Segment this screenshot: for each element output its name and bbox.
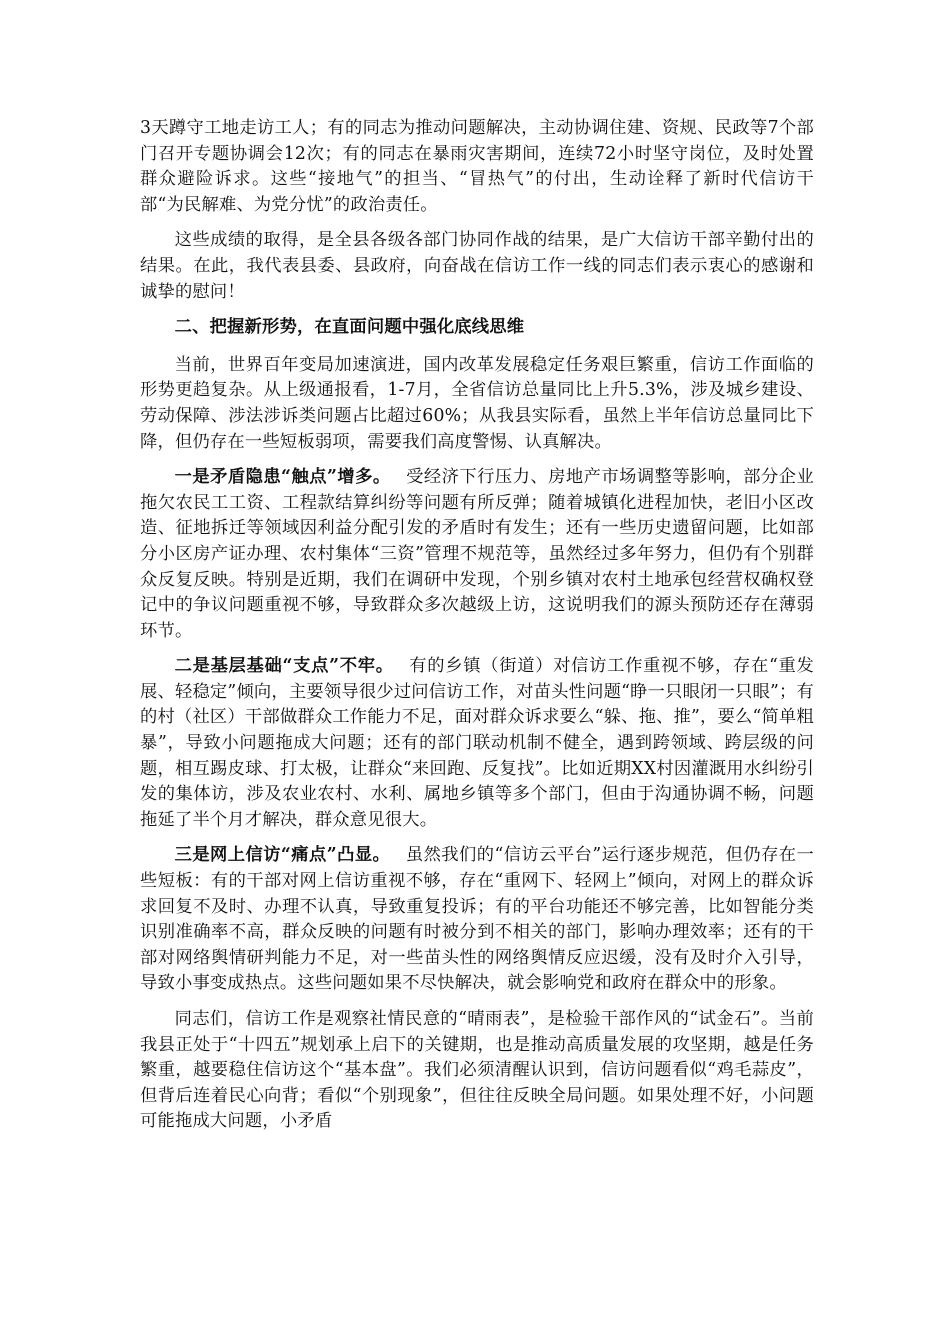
paragraph-text: 有的乡镇（街道）对信访工作重视不够，存在“重发展、轻稳定”倾向，主要领导很少过问信访工作，对苗头性问题“睁一只眼闭一只眼”；有的村（社区）干部做群众工作能力不足，面对群众诉求要么“躲、拖、推”，要么“简单粗暴”，导致小问题拖成大问题；还有的部门联动机制不健全，遇到跨领域、跨层级的问题，相互踢皮球、打太极，让群众“来回跑、反复找”。比如近期XX村因灌溉用水纠纷引发的集体访，涉及农业农村、水利、属地乡镇等多个部门，但由于沟通协调不畅，问题拖延了半个月才解决，群众意见很大。: [140, 656, 815, 830]
section-heading-text: 二、把握新形势，在直面问题中强化底线思维: [174, 317, 525, 338]
paragraph-text: 受经济下行压力、房地产市场调整等影响，部分企业拖欠农民工工资、工程款结算纠纷等问题有所反弹；随着城镇化进程加快，老旧小区改造、征地拆迁等领域因利益分配引发的矛盾时有发生；还有一些历史遗留问题，比如部分小区房产证办理、农村集体“三资”管理不规范等，虽然经过多年努力，但仍有个别群众反复反映。特别是近期，我们在调研中发现，个别乡镇对农村土地承包经营权确权登记中的争议问题重视不够，导致群众多次越级上访，这说明我们的源头预防还存在薄弱环节。: [140, 467, 815, 641]
paragraph-text: 3天蹲守工地走访工人；有的同志为推动问题解决，主动协调住建、资规、民政等7个部门召开专题协调会12次；有的同志在暴雨灾害期间，连续72小时坚守岗位，及时处置群众避险诉求。这些“接地气”的担当、“冒热气”的付出，生动诠释了新时代信访干部“为民解难、为党分忧”的政治责任。: [140, 118, 814, 215]
paragraph-thanks: [140, 228, 814, 305]
paragraph-closing: [140, 1007, 814, 1135]
section-heading: [140, 315, 814, 341]
paragraph-lead: 二是基层基础“支点”不牢。: [174, 656, 394, 677]
paragraph-text: 同志们，信访工作是观察社情民意的“晴雨表”，是检验干部作风的“试金石”。当前我县正处于“十四五”规划承上启下的关键期，也是推动高质量发展的攻坚期，越是任务繁重，越要稳住信访这个“基本盘”。我们必须清醒认识到，信访问题看似“鸡毛蒜皮”，但背后连着民心向背；看似“个别现象”，但往往反映全局问题。如果处理不好，小问题可能拖成大问题，小矛盾: [140, 1009, 814, 1132]
paragraph-continued: [140, 116, 814, 218]
paragraph-situation: [140, 353, 814, 455]
paragraph-text: 虽然我们的“信访云平台”运行逐步规范，但仍存在一些短板：有的干部对网上信访重视不够，存在“重网下、轻网上”倾向，对网上的群众诉求回复不及时、办理不认真，导致重复投诉；有的平台功能还不够完善，比如智能分类识别准确率不高，群众反映的问题有时被分到不相关的部门，影响办理效率；还有的干部对网络舆情研判能力不足，对一些苗头性的网络舆情反应迟缓，没有及时介入引导，导致小事变成热点。这些问题如果不尽快解决，就会影响党和政府在群众中的形象。: [140, 845, 814, 994]
paragraph-point-one: [140, 465, 814, 644]
paragraph-text: 这些成绩的取得，是全县各级各部门协同作战的结果，是广大信访干部辛勤付出的结果。在此，我代表县委、县政府，向奋战在信访工作一线的同志们表示衷心的感谢和诚挚的慰问！: [140, 230, 814, 302]
paragraph-point-two: [140, 654, 814, 833]
paragraph-point-three: [140, 843, 814, 997]
paragraph-lead: 一是矛盾隐患“触点”增多。: [174, 467, 391, 488]
paragraph-lead: 三是网上信访“痛点”凸显。: [174, 845, 391, 866]
paragraph-text: 当前，世界百年变局加速演进，国内改革发展稳定任务艰巨繁重，信访工作面临的形势更趋复杂。从上级通报看，1-7月，全省信访总量同比上升5.3%，涉及城乡建设、劳动保障、涉法涉诉类问题占比超过60%；从我县实际看，虽然上半年信访总量同比下降，但仍存在一些短板弱项，需要我们高度警惕、认真解决。: [140, 354, 814, 452]
